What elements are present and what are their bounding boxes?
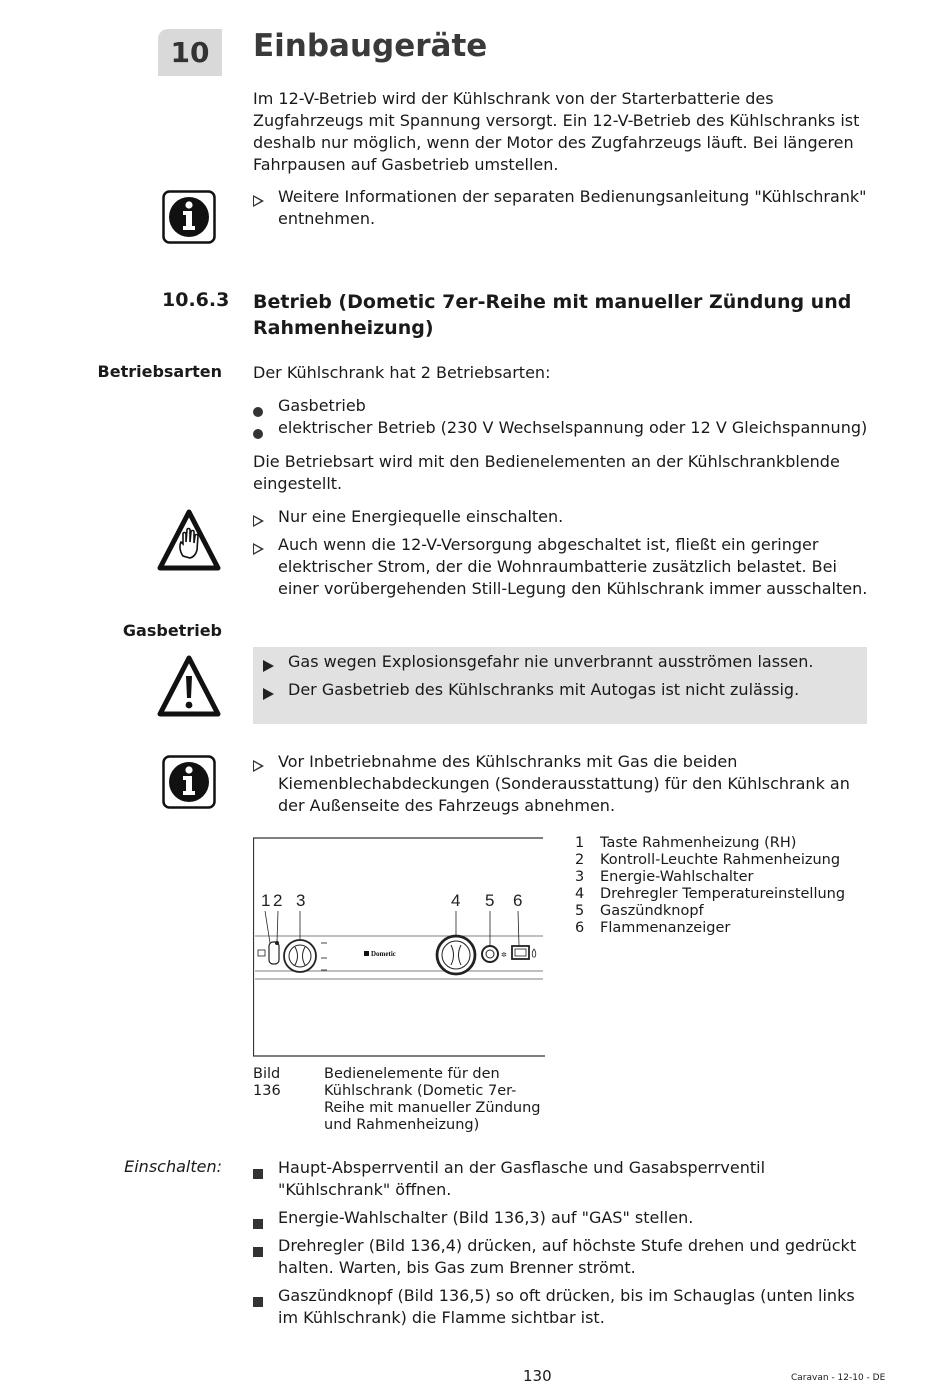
temperature-dial [437, 936, 475, 974]
legend-item: 4 Drehregler Temperatureinstellung [575, 886, 846, 902]
control-panel-figure [253, 836, 545, 1058]
callout-6: 6 [513, 891, 523, 910]
chapter-number: 10 [158, 29, 222, 76]
filled-triangle-bullet-icon [263, 660, 274, 672]
footer-text: Caravan - 12-10 - DE [791, 1373, 886, 1383]
caption-label: Bild 136 [253, 1066, 281, 1099]
square-bullet-icon [253, 1247, 263, 1257]
open-triangle-bullet-icon [253, 195, 264, 207]
bullet-dot-icon [253, 407, 263, 417]
legend-item: 1 Taste Rahmenheizung (RH) [575, 835, 797, 851]
legend-item: 2 Kontroll-Leuchte Rahmenheizung [575, 852, 841, 868]
note-item: Nur eine Energiequelle einschalten. [253, 506, 873, 528]
rh-indicator-light [275, 941, 279, 945]
square-bullet-icon [253, 1297, 263, 1307]
list-item: Gasbetrieb [253, 395, 873, 417]
side-heading-gasbetrieb: Gasbetrieb [122, 621, 222, 640]
spark-symbol-icon: ✲ [501, 951, 507, 959]
square-bullet-icon [253, 1169, 263, 1179]
filled-triangle-bullet-icon [263, 688, 274, 700]
section-title: Betrieb (Dometic 7er-Reihe mit manueller Zündung und Rahmenheizung) [253, 291, 852, 339]
betriebsarten-intro: Der Kühlschrank hat 2 Betriebsarten: [253, 363, 551, 382]
warning-item: Der Gasbetrieb des Kühlschranks mit Autogas ist nicht zulässig. [263, 679, 863, 701]
step-item: Haupt-Absperrventil an der Gasflasche und Gasabsperrventil "Kühlschrank" öffnen. [253, 1157, 873, 1201]
bullet-dot-icon [253, 429, 263, 439]
open-triangle-bullet-icon [253, 760, 264, 772]
side-heading-betriebsarten: Betriebsarten [97, 362, 222, 381]
callout-1: 1 [261, 891, 271, 910]
energy-selector-knob [284, 940, 316, 972]
side-heading-einschalten: Einschalten: [124, 1157, 222, 1176]
rh-symbol-icon [258, 950, 265, 956]
rh-button [269, 942, 279, 964]
hand-warning-icon [157, 508, 221, 572]
page-number: 130 [523, 1367, 552, 1385]
info-icon [162, 190, 216, 244]
exclamation-warning-icon [157, 654, 221, 718]
callout-5: 5 [485, 891, 495, 910]
step-item: Energie-Wahlschalter (Bild 136,3) auf "GAS" stellen. [253, 1207, 873, 1229]
step-item: Drehregler (Bild 136,4) drücken, auf höchste Stufe drehen und gedrückt halten. Warten, bis Gas zum Brenner strömt. [253, 1235, 873, 1279]
info-icon [162, 755, 216, 809]
square-bullet-icon [253, 1219, 263, 1229]
note-item: Auch wenn die 12-V-Versorgung abgeschaltet ist, fließt ein geringer elektrischer Strom, der die Wohnraumbatterie zusätzlich belastet. Bei einer vorübergehenden Still-Legung den Kühlschrank immer ausschalten. [253, 534, 873, 600]
legend-item: 5 Gaszündknopf [575, 903, 704, 919]
open-triangle-bullet-icon [253, 543, 264, 555]
callout-2: 2 [273, 891, 283, 910]
section-number: 10.6.3 [162, 289, 230, 311]
flame-symbol-icon [532, 949, 536, 957]
brand-logo: Dometic [371, 950, 396, 958]
step-item: Gaszündknopf (Bild 136,5) so oft drücken, bis im Schauglas (unten links im Kühlschrank) die Flamme sichtbar ist. [253, 1285, 873, 1329]
betriebsarten-paragraph: Die Betriebsart wird mit den Bedienelementen an der Kühlschrankblende eingestellt. [253, 452, 840, 493]
warning-item: Gas wegen Explosionsgefahr nie unverbrannt ausströmen lassen. [263, 651, 863, 673]
flame-indicator [512, 946, 529, 959]
legend-item: 3 Energie-Wahlschalter [575, 869, 754, 885]
brand-logo-mark [364, 951, 369, 956]
callout-4: 4 [451, 891, 461, 910]
open-triangle-bullet-icon [253, 515, 264, 527]
callout-3: 3 [296, 891, 306, 910]
chapter-title: Einbaugeräte [253, 28, 488, 64]
info-note: Weitere Informationen der separaten Bedienungsanleitung "Kühlschrank" entnehmen. [253, 186, 873, 230]
gas-ignition-button [482, 946, 498, 962]
caption-text: Bedienelemente für den Kühlschrank (Dometic 7er-Reihe mit manueller Zündung und Rahmenheizung) [324, 1066, 541, 1133]
figure-legend [575, 835, 845, 937]
legend-item: 6 Flammenanzeiger [575, 920, 731, 936]
intro-paragraph: Im 12-V-Betrieb wird der Kühlschrank von der Starterbatterie des Zugfahrzeugs mit Spannung versorgt. Ein 12-V-Betrieb des Kühlschranks ist deshalb nur möglich, wenn der Motor des Zugfahrzeugs läuft. Bei längeren Fahrpausen auf Gasbetrieb umstellen. [253, 89, 860, 174]
info-note: Vor Inbetriebnahme des Kühlschranks mit Gas die beiden Kiemenblechabdeckungen (Sonderausstattung) für den Kühlschrank an der Außenseite des Fahrzeugs abnehmen. [253, 751, 873, 817]
list-item: elektrischer Betrieb (230 V Wechselspannung oder 12 V Gleichspannung) [253, 417, 873, 439]
